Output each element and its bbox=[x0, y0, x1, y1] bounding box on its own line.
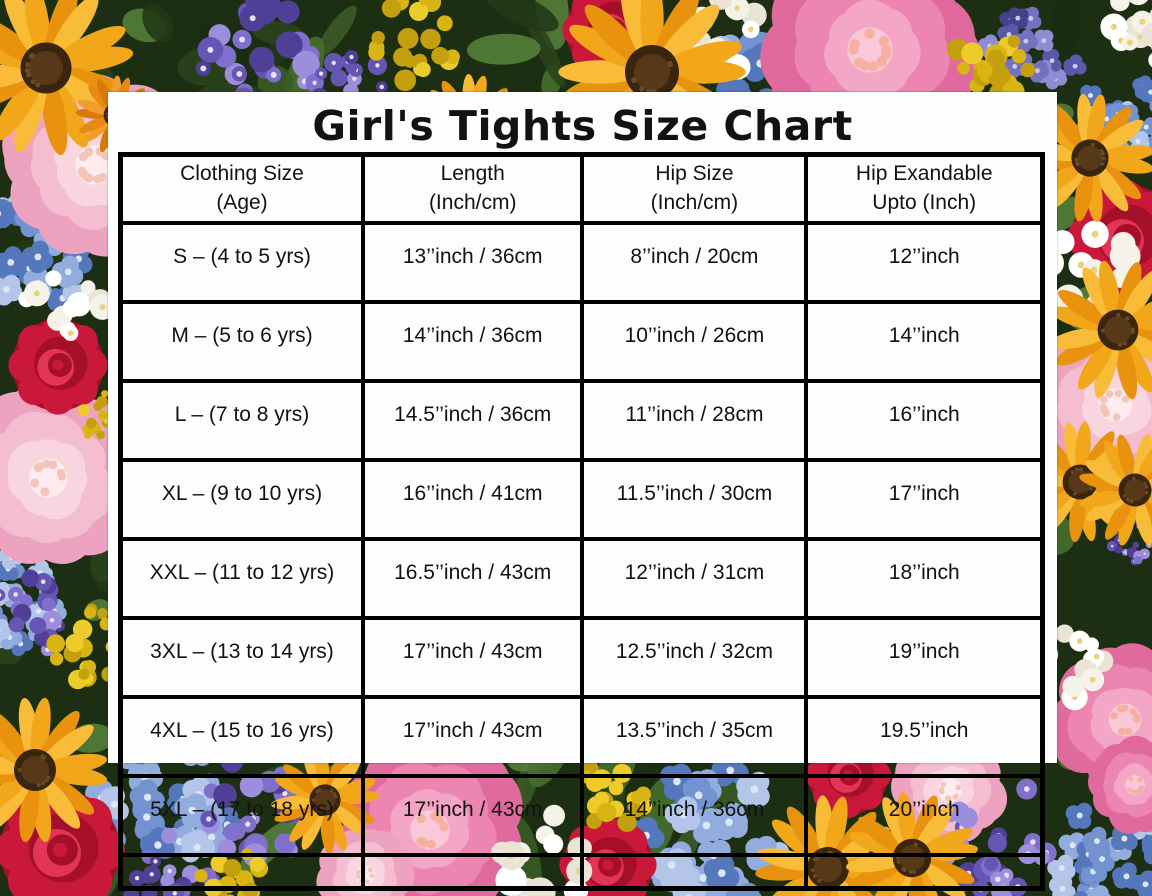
table-cell: 4XL – (15 to 16 yrs) bbox=[121, 697, 363, 776]
table-cell: 16’’inch bbox=[806, 381, 1042, 460]
table-cell bbox=[582, 855, 806, 889]
table-cell: S – (4 to 5 yrs) bbox=[121, 223, 363, 302]
table-cell: 14’’inch / 36cm bbox=[363, 302, 582, 381]
table-cell: 17’’inch / 43cm bbox=[363, 776, 582, 855]
table-cell bbox=[806, 855, 1042, 889]
table-cell bbox=[121, 855, 363, 889]
table-cell: 20’’inch bbox=[806, 776, 1042, 855]
chart-title: Girl's Tights Size Chart bbox=[312, 102, 853, 150]
table-cell: L – (7 to 8 yrs) bbox=[121, 381, 363, 460]
table-cell: XL – (9 to 10 yrs) bbox=[121, 460, 363, 539]
table-cell: 12.5’’inch / 32cm bbox=[582, 618, 806, 697]
table-cell: 16.5’’inch / 43cm bbox=[363, 539, 582, 618]
table-cell: 19.5’’inch bbox=[806, 697, 1042, 776]
table-cell: 14.5’’inch / 36cm bbox=[363, 381, 582, 460]
table-cell: 11’’inch / 28cm bbox=[582, 381, 806, 460]
table-row bbox=[121, 855, 1043, 889]
table-cell: 12’’inch / 31cm bbox=[582, 539, 806, 618]
table-header bbox=[121, 155, 1043, 224]
table-cell: 10’’inch / 26cm bbox=[582, 302, 806, 381]
table-cell: 14’’inch / 36cm bbox=[582, 776, 806, 855]
table-cell: 3XL – (13 to 14 yrs) bbox=[121, 618, 363, 697]
table-cell: 13’’inch / 36cm bbox=[363, 223, 582, 302]
table-cell bbox=[363, 855, 582, 889]
table-cell: 13.5’’inch / 35cm bbox=[582, 697, 806, 776]
table-row bbox=[121, 381, 1043, 460]
table-cell: 14’’inch bbox=[806, 302, 1042, 381]
table-cell: 17’’inch / 43cm bbox=[363, 618, 582, 697]
table-cell: 19’’inch bbox=[806, 618, 1042, 697]
table-row bbox=[121, 618, 1043, 697]
column-header: Hip Exandable Upto (Inch) bbox=[806, 155, 1042, 224]
column-header: Clothing Size (Age) bbox=[121, 155, 363, 224]
table-cell: 17’’inch bbox=[806, 460, 1042, 539]
table-cell: 18’’inch bbox=[806, 539, 1042, 618]
table-cell: 11.5’’inch / 30cm bbox=[582, 460, 806, 539]
table-cell: 16’’inch / 41cm bbox=[363, 460, 582, 539]
table-cell: 5XL – (17 to 18 yrs) bbox=[121, 776, 363, 855]
table-row bbox=[121, 539, 1043, 618]
table-cell: XXL – (11 to 12 yrs) bbox=[121, 539, 363, 618]
header-row bbox=[121, 155, 1043, 224]
table-cell: 12’’inch bbox=[806, 223, 1042, 302]
table-row bbox=[121, 776, 1043, 855]
size-chart-table bbox=[118, 152, 1045, 891]
table-cell: M – (5 to 6 yrs) bbox=[121, 302, 363, 381]
table-cell: 8’’inch / 20cm bbox=[582, 223, 806, 302]
table-row bbox=[121, 302, 1043, 381]
column-header: Hip Size (Inch/cm) bbox=[582, 155, 806, 224]
table-cell: 17’’inch / 43cm bbox=[363, 697, 582, 776]
column-header: Length (Inch/cm) bbox=[363, 155, 582, 224]
table-row bbox=[121, 223, 1043, 302]
table-body bbox=[121, 223, 1043, 889]
size-chart-card bbox=[108, 92, 1057, 821]
table-row bbox=[121, 460, 1043, 539]
table-row bbox=[121, 697, 1043, 776]
